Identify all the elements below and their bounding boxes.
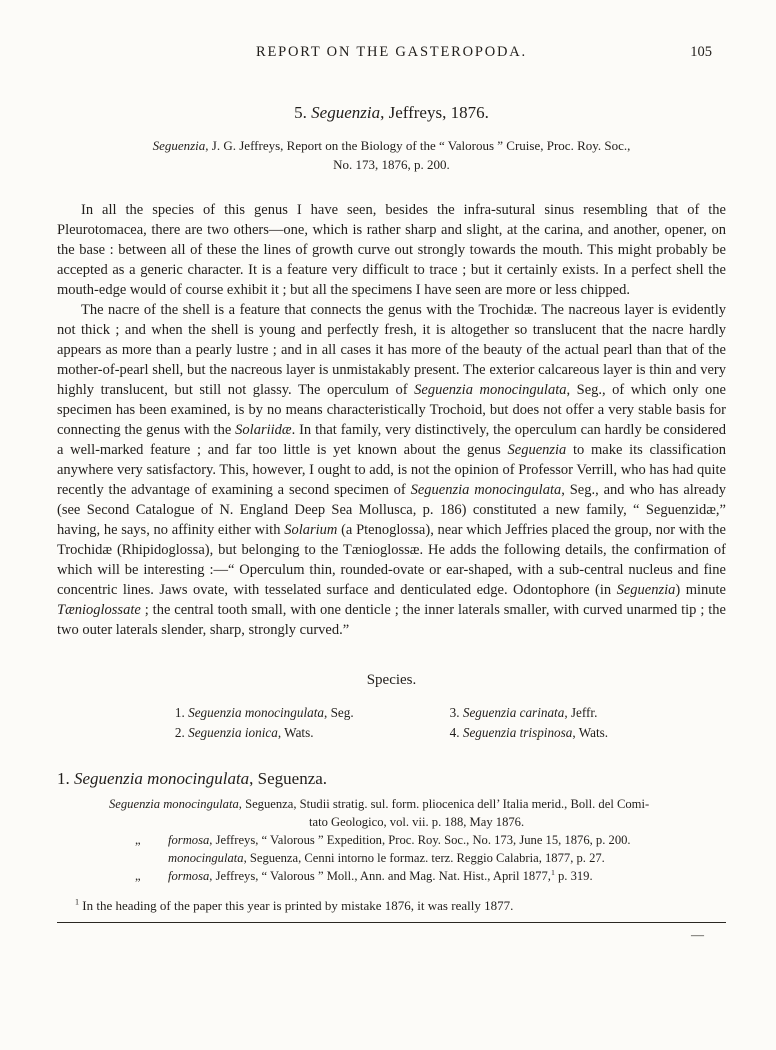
page-title: REPORT ON THE GASTEROPODA. <box>256 44 527 60</box>
species-item-2: 2. Seguenzia ionica, Wats. <box>174 725 314 740</box>
species-list <box>57 703 726 743</box>
synonymy-line <box>135 867 726 885</box>
citation-line-1: Seguenzia, J. G. Jeffreys, Report on the Biology of the “ Valorous ” Cruise, Proc. Roy. Soc., <box>152 138 631 153</box>
synonymy-line-continuation: tato Geologico, vol. vii. p. 188, May 1876. <box>309 815 525 829</box>
species-column-2 <box>450 703 608 743</box>
genus-heading: 5. Seguenzia, Jeffreys, 1876. <box>294 103 489 122</box>
synonymy-line <box>135 831 726 849</box>
synonymy-line: monocingulata, Seguenza, Cenni intorno le formaz. terz. Reggio Calabria, 1877, p. 27. <box>168 851 605 865</box>
species-heading: Species. <box>366 672 417 688</box>
footnote: $^1$ In the heading of the paper this year is printed by mistake 1876, it was really 1877. <box>75 897 514 913</box>
body-paragraph-1: In all the species of this genus I have seen, besides the infra-sutural sinus resembling that of the Pleurotomacea, there are two others—one, which is rather sharp and slight, at the carina, and another, opener, on the base : between all of these the lines of growth curve out strongly towards the mouth. This might probably be accepted as a generic character. It is a feature very difficult to trace ; but it certainly exists. In a perfect shell the mouth-edge would of course exhibit it ; but all the specimens I have seen are more or less chipped. <box>57 202 726 298</box>
species-item-3: 3. Seguenzia carinata, Jeffr. <box>449 705 598 720</box>
species-column-1 <box>175 703 354 743</box>
citation-line-2: No. 173, 1876, p. 200. <box>333 157 450 172</box>
species-item-4: 4. Seguenzia trispinosa, Wats. <box>449 725 609 740</box>
species-entry-heading: 1. Seguenzia monocingulata, Seguenza. <box>57 769 328 788</box>
synonymy-text: formosa, Jeffreys, “ Valorous ” Expedition, Proc. Roy. Soc., No. 173, June 15, 1876, p. 200. <box>168 833 631 847</box>
ditto-mark: „ <box>135 869 141 883</box>
genus-citation <box>57 136 726 174</box>
synonymy-line: Seguenzia monocingulata, Seguenza, Studii stratig. sul. form. pliocenica dell’ Italia merid., Boll. del Comi- <box>109 797 650 811</box>
footnote-rule <box>57 922 726 923</box>
page-number: 105 <box>690 44 712 60</box>
species-item-1: 1. Seguenzia monocingulata, Seg. <box>174 705 354 720</box>
synonymy-text: formosa, Jeffreys, “ Valorous ” Moll., Ann. and Mag. Nat. Hist., April 1877,$^1$ p. 319. <box>168 867 593 883</box>
body-paragraph-2: The nacre of the shell is a feature that connects the genus with the Trochidæ. The nacreous layer is evidently not thick ; and when the shell is young and perfectly fresh, it is altogether so translucent that the nacre hardly appears as more than a pearly lustre ; and in all cases it has more of the beauty of the actual pearl than that of the mother-of-pearl shell, but the nacreous layer is unmistakably present. The exterior calcareous layer is thin and very highly translucent, but still not glassy. The operculum of Seguenzia monocingulata, Seg., of which only one specimen has been examined, is by no means characteristically Trochoid, but does not offer a very stable basis for connecting the genus with the Solariidæ. In that family, very distinctively, the operculum can hardly be considered a well-marked feature ; and far too little is yet known about the genus Seguenzia to make its classification anywhere very satisfactory. This, however, I ought to add, is not the opinion of Professor Verrill, who has had quite recently the advantage of examining a second specimen of Seguenzia monocingulata, Seg., and who has already (see Second Catalogue of N. England Deep Sea Mollusca, p. 186) constituted a new family, “ Seguenzidæ,” having, he says, no affinity either with Solarium (a Ptenoglossa), near which Jeffries placed the group, nor with the Trochidæ (Rhipidoglossa), but belonging to the Tænioglossæ. He adds the following details, the confirmation of which will be interesting :—“ Operculum thin, rounded-ovate or ear-shaped, with a sub-central nucleus and fine concentric lines. Jaws ovate, with tesselated surface and denticulated edge. Odontophore (in Seguenzia) minute Tænioglossate ; the central tooth small, with one denticle ; the inner laterals smaller, with curved unarmed tip ; the two outer laterals slender, sharp, strongly curved.” <box>57 302 726 638</box>
bottom-dash: — <box>691 927 704 942</box>
ditto-mark: „ <box>135 833 141 847</box>
synonymy-list <box>57 795 726 885</box>
page-header <box>57 44 726 61</box>
